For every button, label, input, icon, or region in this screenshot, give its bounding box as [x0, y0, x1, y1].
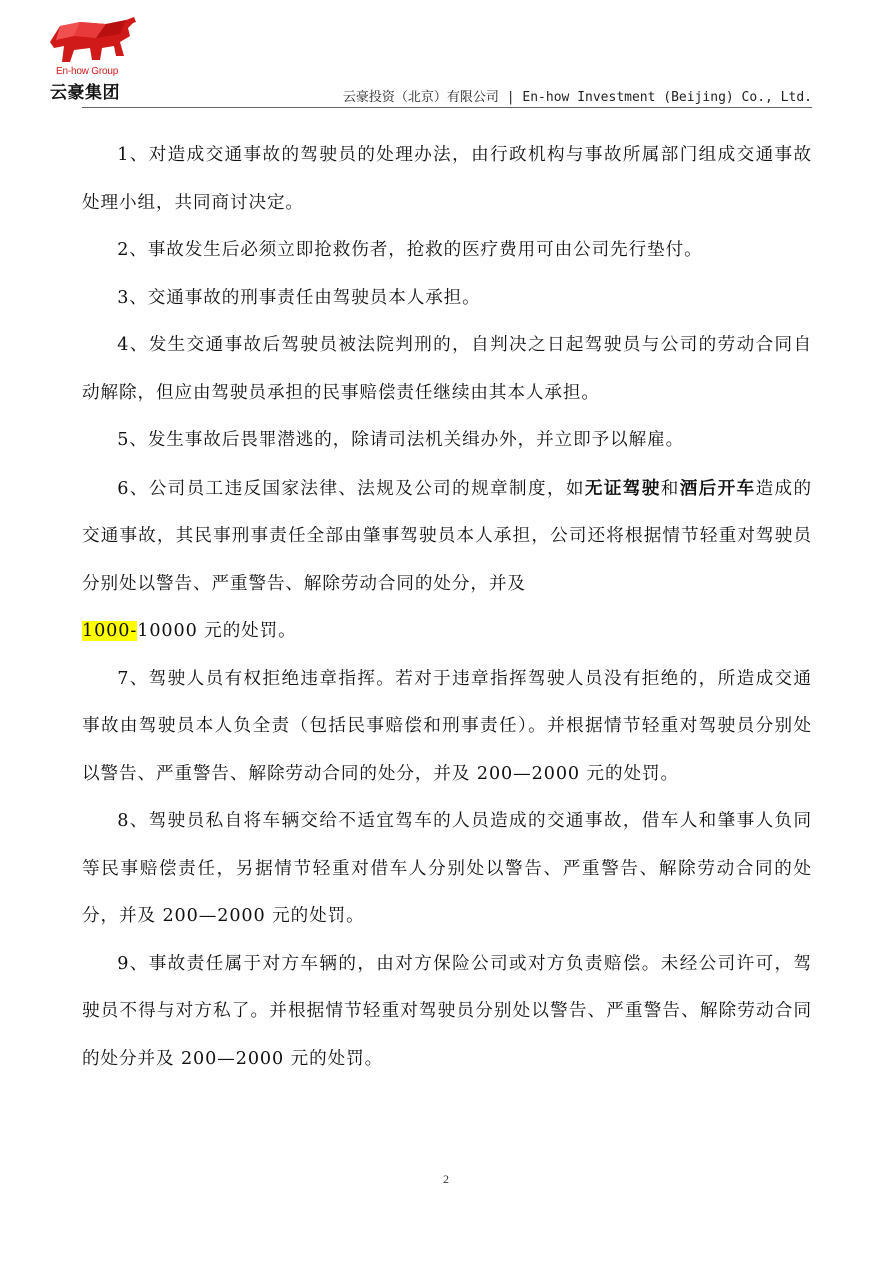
red-bull-icon	[44, 16, 146, 68]
paragraph-5: 5、发生事故后畏罪潜逃的，除请司法机关缉办外，并立即予以解雇。	[117, 430, 685, 450]
page-number: 2	[443, 1172, 449, 1186]
paragraph-6-part-b: 和	[660, 478, 680, 499]
header-company-name: 云豪投资（北京）有限公司 | En-how Investment (Beijing) Co., Ltd.	[342, 90, 812, 105]
paragraph-6-part-c: 造成的交通事故，其民事刑事责任全部由肇事驾驶员本人承担，公司还将根据情节轻重对驾驶员分别处以警告、严重警告、解除劳动合同的处分，并及	[82, 478, 812, 594]
paragraph-6	[82, 465, 812, 656]
paragraph-1: 1、对造成交通事故的驾驶员的处理办法，由行政机构与事故所属部门组成交通事故处理小组，共同商讨决定。	[82, 145, 812, 213]
company-logo	[44, 16, 146, 103]
logo-chinese-text: 云豪集团	[50, 83, 120, 103]
paragraph-4: 4、发生交通事故后驾驶员被法院判刑的，自判决之日起驾驶员与公司的劳动合同自动解除，但应由驾驶员承担的民事赔偿责任继续由其本人承担。	[82, 335, 812, 403]
highlighted-amount: 1000-	[82, 621, 138, 641]
bold-term-drunk-driving: 酒后开车	[679, 477, 756, 499]
paragraph-9: 9、事故责任属于对方车辆的，由对方保险公司或对方负责赔偿。未经公司许可，驾驶员不得与对方私了。并根据情节轻重对驾驶员分别处以警告、严重警告、解除劳动合同的处分并及 200—2000 元的处罚。	[82, 953, 812, 1069]
paragraph-6-part-a: 6、公司员工违反国家法律、法规及公司的规章制度，如	[117, 478, 585, 499]
paragraph-2: 2、事故发生后必须立即抢救伤者，抢救的医疗费用可由公司先行垫付。	[117, 240, 703, 260]
header-divider	[82, 107, 812, 108]
paragraph-8: 8、驾驶员私自将车辆交给不适宜驾车的人员造成的交通事故，借车人和肇事人负同等民事赔偿责任，另据情节轻重对借车人分别处以警告、严重警告、解除劳动合同的处分，并及 200—2000 元的处罚。	[82, 811, 812, 926]
document-body	[82, 132, 812, 1083]
logo-english-text: En-how Group	[56, 66, 119, 77]
paragraph-6-part-d: 10000 元的处罚。	[137, 621, 297, 641]
paragraph-7: 7、驾驶人员有权拒绝违章指挥。若对于违章指挥驾驶人员没有拒绝的，所造成交通事故由驾驶员本人负全责（包括民事赔偿和刑事责任）。并根据情节轻重对驾驶员分别处以警告、严重警告、解除劳动合同的处分，并及 200—2000 元的处罚。	[82, 668, 812, 784]
paragraph-3: 3、交通事故的刑事责任由驾驶员本人承担。	[117, 287, 481, 308]
bold-term-unlicensed-driving: 无证驾驶	[584, 477, 661, 499]
